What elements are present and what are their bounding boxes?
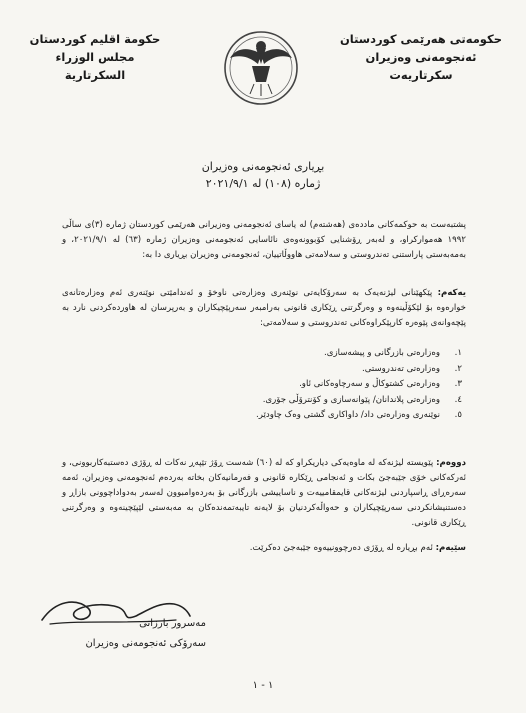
list-item: [62, 346, 466, 362]
list-item-number: ١.: [454, 348, 462, 358]
list-item-number: ٣.: [454, 379, 462, 389]
decision-title: [0, 158, 526, 192]
list-item-text: نوێنەری وەزارەتی داد/ داواکاری گشتی وەک چاودێر.: [256, 410, 440, 420]
krg-emblem-icon: [212, 24, 310, 112]
list-item-text: وەزارەتی تەندروستی.: [361, 363, 440, 374]
member-ministries-list: [62, 346, 466, 424]
third-clause-text: ئەم بڕیارە لە ڕۆژی دەرچوونییەوە جێبەجێ دەکرێت.: [249, 543, 433, 553]
page-number: ١ - ١: [252, 680, 274, 691]
header-kurdish-line-1: حکومەتی هەرێمی کوردستان: [339, 32, 502, 46]
third-clause: [62, 541, 466, 556]
list-item-number: ٤.: [454, 394, 462, 405]
signatory-name: مەسرور بارزانی: [139, 618, 206, 629]
intro-paragraph: پشتبەست بە حوکمەکانی ماددەی (هەشتەم) لە یاسای ئەنجومەنی وەزیرانی هەرێمی کوردستان ژمارە (٣)ی ساڵی ١٩٩٢ هەموارکراو، و لەبەر ڕۆشنایی کۆبوونەوەی نائاسایی ئەنجومەنی وەزیران ژمارە (٦٣) لە ٢٠٢١/٩/١، و بەمەبەستی پاراستنی تەندروستی و سەلامەتی هاووڵاتییان، ئەنجومەنی وەزیران بڕیاری دا بە:: [62, 220, 467, 260]
header-kurdish-line-3: سکرتاریەت: [389, 68, 453, 82]
list-item: [62, 362, 466, 378]
header-arabic-line-3: السكرتارية: [64, 68, 126, 82]
list-item: [62, 408, 466, 424]
header-kurdish: [340, 30, 502, 84]
list-item: [62, 377, 466, 393]
first-clause-text: پێکهێنانی لیژنەیەک بە سەرۆکایەتی نوێنەری وەزارەتی ناوخۆ و ئەندامێتی نوێنەری ئەم وەزارەتانەی خوارەوە بۆ لێکۆڵینەوە و وەرگرتنی ڕێکاری قانونی بەرامبەر سەرپێچیکاران و بەرپرسان لە هاوردەکردنی نارد بە پێچەوانەی پێوەرە کارپێکراوەکانی تەندروستی و سەلامەتی:: [62, 288, 466, 328]
decision-title-line-1: بڕیاری ئەنجومەنی وەزیران: [201, 160, 325, 173]
second-clause-label: دووەم:: [436, 458, 466, 468]
header-arabic: [20, 30, 170, 84]
signatory-position: سەرۆکی ئەنجومەنی وەزیران: [85, 638, 206, 649]
first-clause: [62, 286, 466, 331]
first-clause-label: یەکەم:: [437, 288, 466, 298]
header-kurdish-line-2: ئەنجومەنی وەزیران: [365, 50, 477, 64]
list-item-number: ٢.: [454, 363, 462, 374]
list-item-number: ٥.: [454, 410, 462, 420]
decision-title-line-2: ژمارە (١٠٨) لە ٢٠٢١/٩/١: [205, 177, 321, 190]
list-item-text: وەزارەتی کشتوکاڵ و سەرچاوەکانی ئاو.: [299, 379, 440, 389]
second-clause-text: پێویستە لیژنەکە لە ماوەیەکی دیاریکراو کە لە (٦٠) شەست ڕۆژ تێپەڕ نەکات لە ڕۆژی دەستبەکاربوونی، و ئەرکەکانی خۆی جێبەجێ بکات و ئەنجامی ڕێکارە قانونی و فەرمانیەکان بخاتە بەردەم ئەنجومەنی وەزیران، ئەمە سەرەڕای ڕاسپاردنی لیژنەکانی قایمقامییەت و ناساییشی بازرگانی بۆ بەردەوامبوون لەسەر بەدواداچوونی بازاڕ و دەستنیشانکردنی سەرپێچیکاران و حەواڵەکردنیان بۆ لایەنە تایبەتمەندەکان بە مەبەستی لێپێچینەوە و وەرگرتنی ڕێکاری قانونی.: [62, 458, 466, 528]
second-clause: [62, 456, 466, 531]
list-item-text: وەزارەتی بازرگانی و پیشەسازی.: [323, 348, 440, 358]
third-clause-label: سێیەم:: [435, 543, 466, 553]
header-arabic-line-1: حكومة اقليم كوردستان: [29, 32, 161, 46]
header-arabic-line-2: مجلس الوزراء: [55, 50, 135, 64]
signatory-block: [85, 614, 206, 654]
list-item: [62, 393, 466, 409]
list-item-text: وەزارەتی پلاندانان/ پێوانەسازی و کۆنترۆڵی جۆری.: [262, 394, 440, 405]
